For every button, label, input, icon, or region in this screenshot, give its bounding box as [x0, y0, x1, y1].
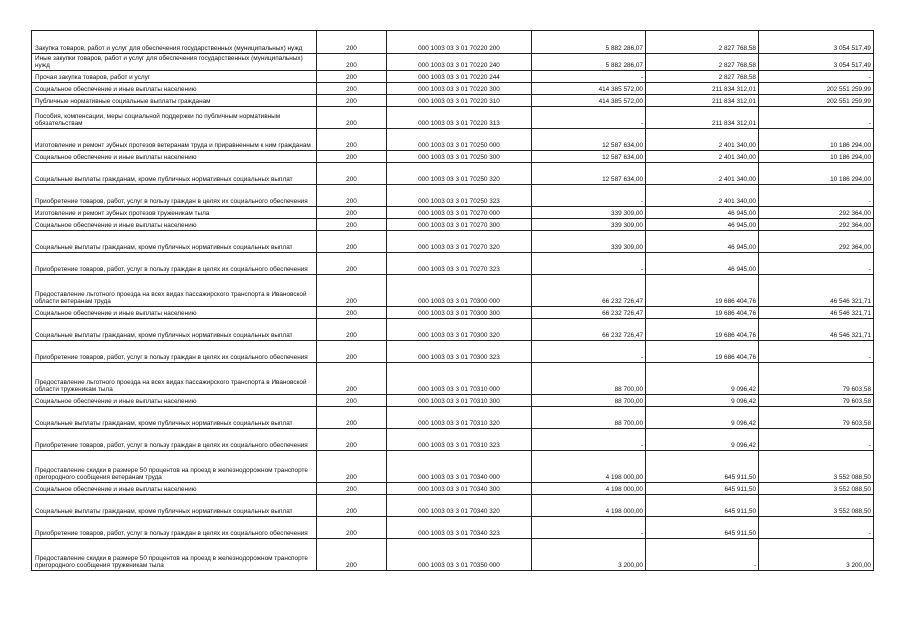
cell-budget-classification-code: 000 1003 03 3 01 70300 000: [387, 275, 532, 307]
cell-unexecuted-amount: -: [759, 517, 874, 539]
budget-report-sheet: [31, 30, 873, 571]
cell-executed-amount: 2 401 340,00: [646, 151, 759, 163]
cell-admin-code: 200: [317, 341, 387, 363]
table-row: [32, 307, 874, 319]
cell-unexecuted-amount: 292 364,00: [759, 207, 874, 219]
table-row: [32, 95, 874, 107]
cell-name: Приобретение товаров, работ, услуг в пользу граждан в целях их социального обеспечения: [32, 341, 317, 363]
table-body: [32, 31, 874, 571]
cell-executed-amount: 211 834 312,01: [646, 95, 759, 107]
cell-executed-amount: 19 686 404,76: [646, 319, 759, 341]
cell-name: Социальные выплаты гражданам, кроме публичных нормативных социальных выплат: [32, 231, 317, 253]
cell-admin-code: 200: [317, 253, 387, 275]
cell-name: Прочая закупка товаров, работ и услуг: [32, 71, 317, 83]
cell-executed-amount: 2 827 768,58: [646, 54, 759, 71]
cell-admin-code: 200: [317, 219, 387, 231]
cell-budget-classification-code: 000 1003 03 3 01 70250 323: [387, 185, 532, 207]
cell-unexecuted-amount: 79 603,58: [759, 407, 874, 429]
cell-budget-classification-code: 000 1003 03 3 01 70270 000: [387, 207, 532, 219]
cell-executed-amount: 211 834 312,01: [646, 107, 759, 129]
cell-name: Изготовление и ремонт зубных протезов труженикам тыла: [32, 207, 317, 219]
cell-admin-code: 200: [317, 429, 387, 451]
cell-approved-amount: 88 700,00: [532, 395, 646, 407]
cell-budget-classification-code: 000 1003 03 3 01 70350 000: [387, 539, 532, 571]
cell-approved-amount: 3 200,00: [532, 539, 646, 571]
cell-name: Социальные выплаты гражданам, кроме публичных нормативных социальных выплат: [32, 163, 317, 185]
cell-approved-amount: 88 700,00: [532, 407, 646, 429]
cell-unexecuted-amount: -: [759, 107, 874, 129]
cell-admin-code: 200: [317, 54, 387, 71]
table-row: [32, 31, 874, 54]
cell-unexecuted-amount: 79 603,58: [759, 395, 874, 407]
cell-budget-classification-code: 000 1003 03 3 01 70250 320: [387, 163, 532, 185]
cell-name: Социальное обеспечение и иные выплаты населению: [32, 151, 317, 163]
cell-budget-classification-code: 000 1003 03 3 01 70310 320: [387, 407, 532, 429]
cell-name: Приобретение товаров, работ, услуг в пользу граждан в целях их социального обеспечения: [32, 517, 317, 539]
cell-executed-amount: 645 911,50: [646, 483, 759, 495]
cell-unexecuted-amount: 202 551 259,99: [759, 83, 874, 95]
cell-executed-amount: 2 401 340,00: [646, 185, 759, 207]
cell-budget-classification-code: 000 1003 03 3 01 70340 300: [387, 483, 532, 495]
cell-name: Публичные нормативные социальные выплаты гражданам: [32, 95, 317, 107]
cell-admin-code: 200: [317, 275, 387, 307]
table-row: [32, 407, 874, 429]
table-row: [32, 539, 874, 571]
cell-executed-amount: 9 096,42: [646, 363, 759, 395]
cell-name: Предоставление льготного проезда на всех видах пассажирского транспорта в Ивановской области труженикам тыла: [32, 363, 317, 395]
cell-budget-classification-code: 000 1003 03 3 01 70220 310: [387, 95, 532, 107]
cell-approved-amount: 339 309,00: [532, 231, 646, 253]
cell-approved-amount: 4 198 000,00: [532, 451, 646, 483]
cell-unexecuted-amount: -: [759, 185, 874, 207]
cell-approved-amount: -: [532, 185, 646, 207]
cell-name: Социальные выплаты гражданам, кроме публичных нормативных социальных выплат: [32, 319, 317, 341]
cell-admin-code: 200: [317, 319, 387, 341]
table-row: [32, 451, 874, 483]
cell-name: Социальные выплаты гражданам, кроме публичных нормативных социальных выплат: [32, 495, 317, 517]
cell-approved-amount: 339 309,00: [532, 219, 646, 231]
cell-executed-amount: 46 945,00: [646, 219, 759, 231]
cell-executed-amount: 46 945,00: [646, 253, 759, 275]
cell-executed-amount: 645 911,50: [646, 495, 759, 517]
table-row: [32, 395, 874, 407]
cell-approved-amount: -: [532, 517, 646, 539]
cell-budget-classification-code: 000 1003 03 3 01 70250 000: [387, 129, 532, 151]
cell-approved-amount: 4 198 000,00: [532, 483, 646, 495]
cell-approved-amount: -: [532, 71, 646, 83]
cell-name: Социальное обеспечение и иные выплаты населению: [32, 83, 317, 95]
table-row: [32, 429, 874, 451]
cell-unexecuted-amount: 3 552 088,50: [759, 483, 874, 495]
cell-unexecuted-amount: 3 054 517,49: [759, 54, 874, 71]
cell-executed-amount: 2 827 768,58: [646, 31, 759, 54]
cell-unexecuted-amount: 292 364,00: [759, 219, 874, 231]
table-row: [32, 483, 874, 495]
table-row: [32, 219, 874, 231]
cell-executed-amount: 9 096,42: [646, 429, 759, 451]
cell-executed-amount: 9 096,42: [646, 407, 759, 429]
cell-executed-amount: 2 401 340,00: [646, 163, 759, 185]
cell-admin-code: 200: [317, 185, 387, 207]
table-row: [32, 185, 874, 207]
cell-name: Предоставление скидки в размере 50 процентов на проезд в железнодорожном транспорте пригородного сообщения ветеранам труда: [32, 451, 317, 483]
cell-admin-code: 200: [317, 451, 387, 483]
cell-name: Социальное обеспечение и иные выплаты населению: [32, 307, 317, 319]
cell-admin-code: 200: [317, 307, 387, 319]
cell-name: Социальное обеспечение и иные выплаты населению: [32, 219, 317, 231]
cell-name: Пособия, компенсации, меры социальной поддержки по публичным нормативным обязательствам: [32, 107, 317, 129]
cell-unexecuted-amount: 3 552 088,50: [759, 495, 874, 517]
table-row: [32, 151, 874, 163]
cell-admin-code: 200: [317, 231, 387, 253]
cell-budget-classification-code: 000 1003 03 3 01 70310 300: [387, 395, 532, 407]
cell-budget-classification-code: 000 1003 03 3 01 70220 240: [387, 54, 532, 71]
cell-approved-amount: 12 587 634,00: [532, 129, 646, 151]
cell-budget-classification-code: 000 1003 03 3 01 70340 320: [387, 495, 532, 517]
cell-approved-amount: 66 232 726,47: [532, 319, 646, 341]
cell-name: Социальные выплаты гражданам, кроме публичных нормативных социальных выплат: [32, 407, 317, 429]
cell-admin-code: 200: [317, 83, 387, 95]
cell-admin-code: 200: [317, 407, 387, 429]
cell-admin-code: 200: [317, 495, 387, 517]
cell-unexecuted-amount: 46 546 321,71: [759, 307, 874, 319]
table-row: [32, 363, 874, 395]
cell-unexecuted-amount: 3 054 517,49: [759, 31, 874, 54]
cell-approved-amount: -: [532, 429, 646, 451]
cell-name: Социальное обеспечение и иные выплаты населению: [32, 483, 317, 495]
cell-approved-amount: 5 882 286,07: [532, 31, 646, 54]
cell-approved-amount: 4 198 000,00: [532, 495, 646, 517]
cell-admin-code: 200: [317, 483, 387, 495]
cell-executed-amount: 645 911,50: [646, 517, 759, 539]
cell-approved-amount: -: [532, 253, 646, 275]
cell-unexecuted-amount: 10 186 294,00: [759, 129, 874, 151]
cell-unexecuted-amount: 10 186 294,00: [759, 151, 874, 163]
cell-approved-amount: 12 587 634,00: [532, 163, 646, 185]
cell-admin-code: 200: [317, 517, 387, 539]
cell-executed-amount: 645 911,50: [646, 451, 759, 483]
cell-admin-code: 200: [317, 107, 387, 129]
table-row: [32, 54, 874, 71]
cell-admin-code: 200: [317, 71, 387, 83]
table-row: [32, 319, 874, 341]
table-row: [32, 129, 874, 151]
table-row: [32, 83, 874, 95]
cell-executed-amount: 19 686 404,76: [646, 275, 759, 307]
cell-admin-code: 200: [317, 31, 387, 54]
cell-budget-classification-code: 000 1003 03 3 01 70270 300: [387, 219, 532, 231]
cell-budget-classification-code: 000 1003 03 3 01 70270 323: [387, 253, 532, 275]
cell-admin-code: 200: [317, 539, 387, 571]
cell-approved-amount: -: [532, 107, 646, 129]
cell-unexecuted-amount: -: [759, 253, 874, 275]
cell-budget-classification-code: 000 1003 03 3 01 70300 300: [387, 307, 532, 319]
cell-budget-classification-code: 000 1003 03 3 01 70220 200: [387, 31, 532, 54]
cell-budget-classification-code: 000 1003 03 3 01 70300 323: [387, 341, 532, 363]
table-row: [32, 163, 874, 185]
cell-name: Изготовление и ремонт зубных протезов ветеранам труда и приравненным к ним гражданам: [32, 129, 317, 151]
cell-approved-amount: -: [532, 341, 646, 363]
cell-admin-code: 200: [317, 129, 387, 151]
cell-approved-amount: 414 385 572,00: [532, 83, 646, 95]
budget-execution-table: [31, 30, 874, 571]
cell-approved-amount: 66 232 726,47: [532, 275, 646, 307]
table-row: [32, 231, 874, 253]
table-row: [32, 275, 874, 307]
cell-admin-code: 200: [317, 207, 387, 219]
cell-budget-classification-code: 000 1003 03 3 01 70340 000: [387, 451, 532, 483]
table-row: [32, 517, 874, 539]
cell-budget-classification-code: 000 1003 03 3 01 70310 000: [387, 363, 532, 395]
cell-unexecuted-amount: 202 551 259,99: [759, 95, 874, 107]
cell-budget-classification-code: 000 1003 03 3 01 70220 244: [387, 71, 532, 83]
cell-name: Предоставление льготного проезда на всех видах пассажирского транспорта в Ивановской области ветеранам труда: [32, 275, 317, 307]
cell-unexecuted-amount: 10 186 294,00: [759, 163, 874, 185]
cell-admin-code: 200: [317, 395, 387, 407]
table-row: [32, 71, 874, 83]
cell-approved-amount: 66 232 726,47: [532, 307, 646, 319]
cell-executed-amount: 211 834 312,01: [646, 83, 759, 95]
cell-name: Социальное обеспечение и иные выплаты населению: [32, 395, 317, 407]
cell-approved-amount: 5 882 286,07: [532, 54, 646, 71]
cell-unexecuted-amount: -: [759, 429, 874, 451]
cell-budget-classification-code: 000 1003 03 3 01 70300 320: [387, 319, 532, 341]
cell-executed-amount: -: [646, 539, 759, 571]
cell-budget-classification-code: 000 1003 03 3 01 70220 313: [387, 107, 532, 129]
cell-unexecuted-amount: -: [759, 341, 874, 363]
cell-approved-amount: 88 700,00: [532, 363, 646, 395]
cell-name: Приобретение товаров, работ, услуг в пользу граждан в целях их социального обеспечения: [32, 253, 317, 275]
cell-approved-amount: 12 587 634,00: [532, 151, 646, 163]
cell-executed-amount: 2 401 340,00: [646, 129, 759, 151]
cell-executed-amount: 9 096,42: [646, 395, 759, 407]
cell-admin-code: 200: [317, 151, 387, 163]
cell-name: Иные закупки товаров, работ и услуг для обеспечения государственных (муниципальных) нужд: [32, 54, 317, 71]
cell-name: Приобретение товаров, работ, услуг в пользу граждан в целях их социального обеспечения: [32, 185, 317, 207]
table-row: [32, 495, 874, 517]
cell-executed-amount: 19 686 404,76: [646, 341, 759, 363]
table-row: [32, 207, 874, 219]
cell-approved-amount: 339 309,00: [532, 207, 646, 219]
cell-admin-code: 200: [317, 95, 387, 107]
cell-name: Предоставление скидки в размере 50 процентов на проезд в железнодорожном транспорте пригородного сообщения труженикам тыла: [32, 539, 317, 571]
table-row: [32, 107, 874, 129]
cell-budget-classification-code: 000 1003 03 3 01 70310 323: [387, 429, 532, 451]
cell-unexecuted-amount: 292 364,00: [759, 231, 874, 253]
cell-unexecuted-amount: 46 546 321,71: [759, 319, 874, 341]
cell-budget-classification-code: 000 1003 03 3 01 70220 300: [387, 83, 532, 95]
cell-budget-classification-code: 000 1003 03 3 01 70250 300: [387, 151, 532, 163]
table-row: [32, 341, 874, 363]
cell-unexecuted-amount: 79 603,58: [759, 363, 874, 395]
cell-name: Приобретение товаров, работ, услуг в пользу граждан в целях их социального обеспечения: [32, 429, 317, 451]
cell-admin-code: 200: [317, 363, 387, 395]
cell-name: Закупка товаров, работ и услуг для обеспечения государственных (муниципальных) нужд: [32, 31, 317, 54]
cell-unexecuted-amount: 3 200,00: [759, 539, 874, 571]
cell-approved-amount: 414 385 572,00: [532, 95, 646, 107]
cell-executed-amount: 19 686 404,76: [646, 307, 759, 319]
table-row: [32, 253, 874, 275]
cell-unexecuted-amount: -: [759, 71, 874, 83]
cell-budget-classification-code: 000 1003 03 3 01 70340 323: [387, 517, 532, 539]
cell-executed-amount: 2 827 768,58: [646, 71, 759, 83]
cell-budget-classification-code: 000 1003 03 3 01 70270 320: [387, 231, 532, 253]
cell-executed-amount: 46 945,00: [646, 207, 759, 219]
cell-unexecuted-amount: 46 546 321,71: [759, 275, 874, 307]
cell-executed-amount: 46 945,00: [646, 231, 759, 253]
cell-admin-code: 200: [317, 163, 387, 185]
cell-unexecuted-amount: 3 552 088,50: [759, 451, 874, 483]
